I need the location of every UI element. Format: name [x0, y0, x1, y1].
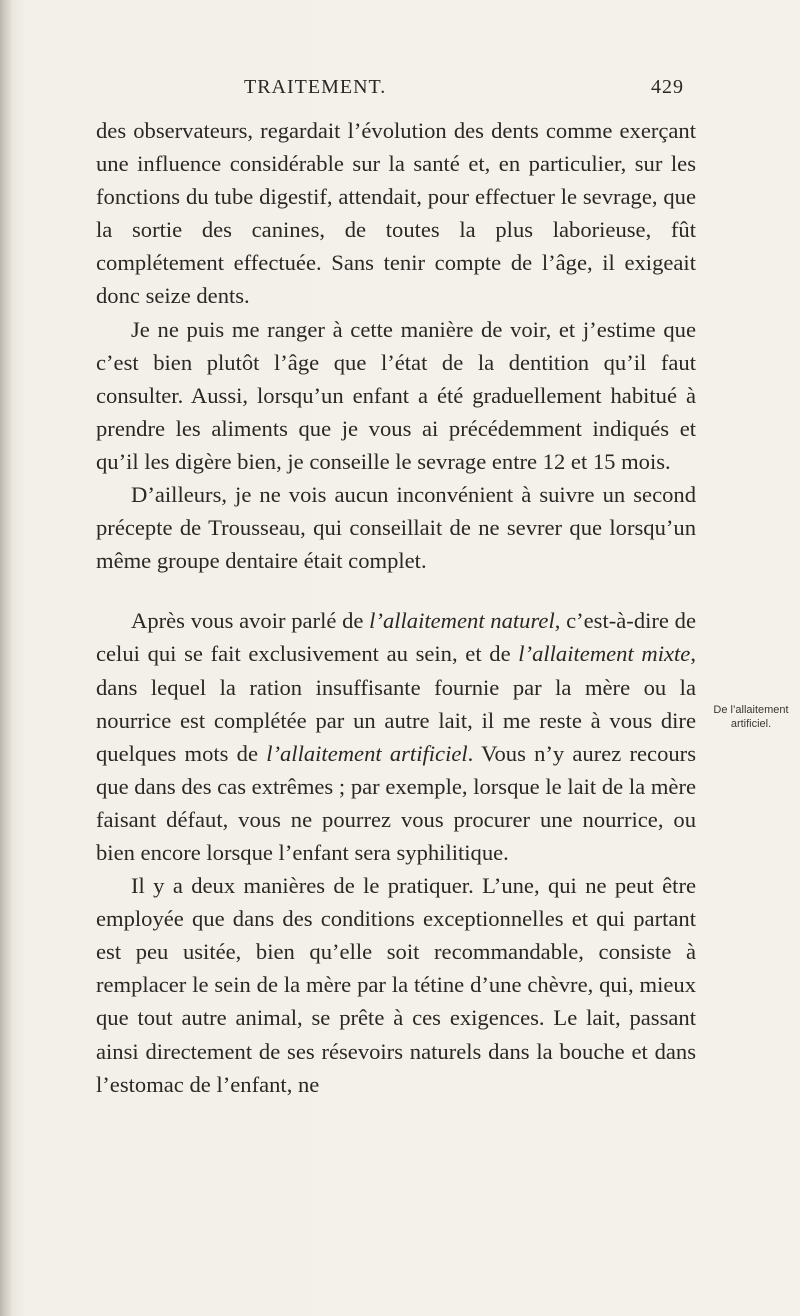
running-header	[244, 76, 684, 106]
italic-term-allaitement-artificiel: l’allaitement artificiel	[266, 740, 468, 766]
paragraph-deux-manieres: Il y a deux manières de le pratiquer. L’une, qui ne peut être employée que dans des conditions exceptionnelles et qui partant est peu usitée, bien qu’elle soit recommandable, consiste à remplacer le sein de la mère par la tétine d’une chèvre, qui, mieux que tout autre animal, se prête à ces exigences. Le lait, passant ainsi directement de ses résevoirs naturels dans la bouche et dans l’estomac de l’enfant, ne	[96, 873, 696, 1097]
paragraph-dentition: Je ne puis me ranger à cette manière de voir, et j’estime que c’est bien plutôt l’âge que l’état de la dentition qu’il faut consulter. Aussi, lorsqu’un enfant a été graduellement habitué à prendre les aliments que je vous ai précédemment indiqués et qu’il les digère bien, je conseille le sevrage entre 12 et 15 mois.	[96, 316, 696, 474]
running-title: TRAITEMENT.	[244, 76, 387, 98]
paragraph-allaitement-artificiel	[96, 604, 696, 869]
text-segment: Après vous avoir parlé de	[131, 608, 370, 634]
italic-term-allaitement-naturel: l’allaitement naturel	[369, 608, 555, 634]
page-number: 429	[651, 76, 684, 98]
margin-note-line: De l’allaitement	[713, 704, 789, 716]
body-text	[96, 114, 696, 1101]
page-binding-edge	[0, 0, 12, 1316]
margin-note-line: artificiel.	[730, 718, 772, 730]
paragraph-continuation: des observateurs, regardait l’évolution des dents comme exerçant une influence considérable sur la santé et, en particulier, sur les fonctions du tube digestif, attendait, pour effectuer le sevrage, que la sortie des canines, de toutes la plus laborieuse, fût complétement effectuée. Sans tenir compte de l’âge, il exigeait donc seize dents.	[96, 118, 696, 309]
text-segment: , c’est-à-dire de celui qui se fait exclusivement au sein, et de	[96, 608, 696, 667]
italic-term-allaitement-mixte: l’allaitement mixte	[518, 641, 691, 667]
text-segment: . Vous n’y aurez recours que dans des cas extrêmes ; par exemple, lorsque le lait de la mère faisant défaut, vous ne pourrez vous procurer une nourrice, ou bien encore lorsque l’enfant sera syphilitique.	[96, 740, 696, 865]
margin-note	[706, 703, 796, 731]
paragraph-trousseau: D’ailleurs, je ne vois aucun inconvénient à suivre un second précepte de Trousseau, qui conseillait de ne sevrer que lorsqu’un même groupe dentaire était complet.	[96, 482, 696, 574]
text-segment: , dans lequel la ration insuffisante fournie par la mère ou la nourrice est complétée par un autre lait, il me reste à vous dire quelques mots de	[96, 641, 696, 766]
